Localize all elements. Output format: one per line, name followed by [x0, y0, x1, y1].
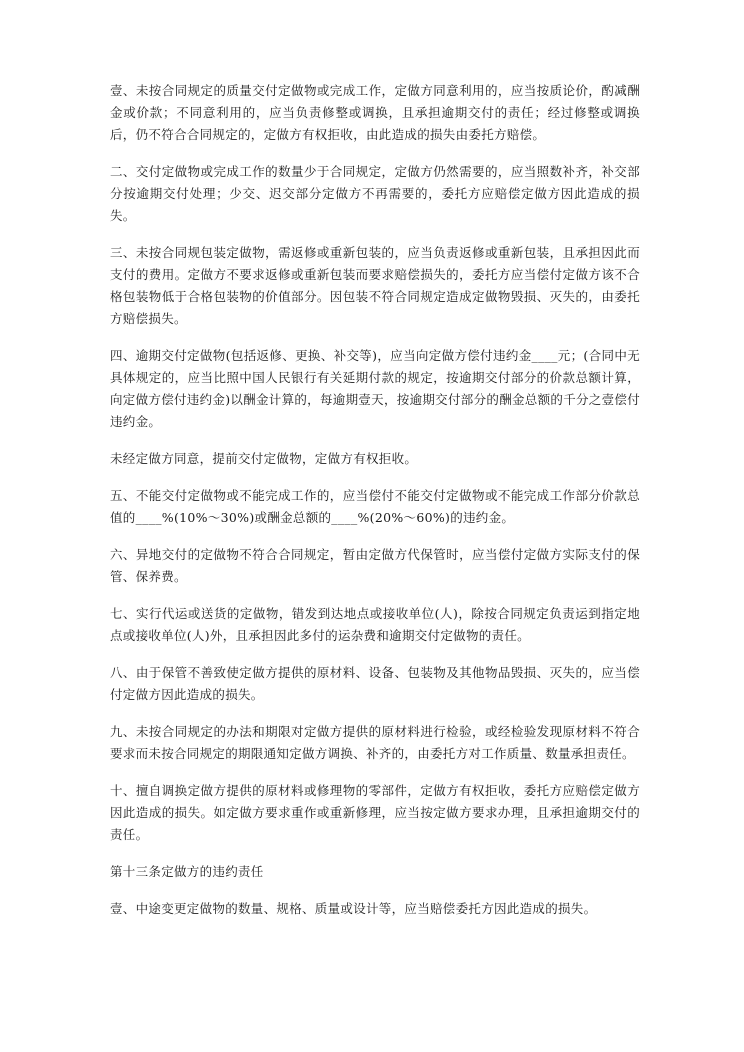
clause-paragraph: 壹、中途变更定做物的数量、规格、质量或设计等，应当赔偿委托方因此造成的损失。: [110, 901, 597, 916]
clause-paragraph: 四、逾期交付定做物(包括返修、更换、补交等)，应当向定做方偿付违约金____元；(合同中无具体规定的，应当比照中国人民银行有关延期付款的规定，按逾期交付部分的价款总额计算，向定做方偿付违约金)以酬金计算的，每逾期壹天，按逾期交付部分的酬金总额的千分之壹偿付违约金。: [110, 348, 640, 429]
clause-paragraph: 十、擅自调换定做方提供的原材料或修理物的零部件，定做方有权拒收，委托方应赔偿定做方因此造成的损失。如定做方要求重作或重新修理，应当按定做方要求办理，且承担逾期交付的责任。: [110, 783, 640, 842]
clause-paragraph: 壹、未按合同规定的质量交付定做物或完成工作，定做方同意利用的，应当按质论价，酌减酬金或价款；不同意利用的，应当负责修整或调换，且承担逾期交付的责任；经过修整或调换后，仍不符合合同规定的，定做方有权拒收，由此造成的损失由委托方赔偿。: [110, 83, 640, 142]
clause-paragraph: 六、异地交付的定做物不符合合同规定，暂由定做方代保管时，应当偿付定做方实际支付的保管、保养费。: [110, 547, 640, 584]
clause-paragraph: 二、交付定做物或完成工作的数量少于合同规定，定做方仍然需要的，应当照数补齐，补交部分按逾期交付处理；少交、迟交部分定做方不再需要的，委托方应赔偿定做方因此造成的损失。: [110, 164, 640, 223]
section-heading: 第十三条定做方的违约责任: [110, 864, 264, 879]
clause-paragraph: 八、由于保管不善致使定做方提供的原材料、设备、包装物及其他物品毁损、灭失的，应当偿付定做方因此造成的损失。: [110, 665, 640, 702]
clause-paragraph: 七、实行代运或送货的定做物，错发到达地点或接收单位(人)，除按合同规定负责运到指定地点或接收单位(人)外，且承担因此多付的运杂费和逾期交付定做物的责任。: [110, 606, 640, 643]
clause-paragraph: 未经定做方同意，提前交付定做物，定做方有权拒收。: [110, 451, 418, 466]
clause-paragraph: 五、不能交付定做物或不能完成工作的，应当偿付不能交付定做物或不能完成工作部分价款总值的____%(10%～30%)或酬金总额的____%(20%～60%)的违约金。: [110, 488, 640, 525]
clause-paragraph: 三、未按合同规包装定做物，需返修或重新包装的，应当负责返修或重新包装，且承担因此而支付的费用。定做方不要求返修或重新包装而要求赔偿损失的，委托方应当偿付定做方该不合格包装物低于合格包装物的价值部分。因包装不符合同规定造成定做物毁损、灭失的，由委托方赔偿损失。: [110, 245, 640, 326]
document-body: [110, 80, 640, 935]
clause-paragraph: 九、未按合同规定的办法和期限对定做方提供的原材料进行检验，或经检验发现原材料不符合要求而未按合同规定的期限通知定做方调换、补齐的，由委托方对工作质量、数量承担责任。: [110, 724, 640, 761]
